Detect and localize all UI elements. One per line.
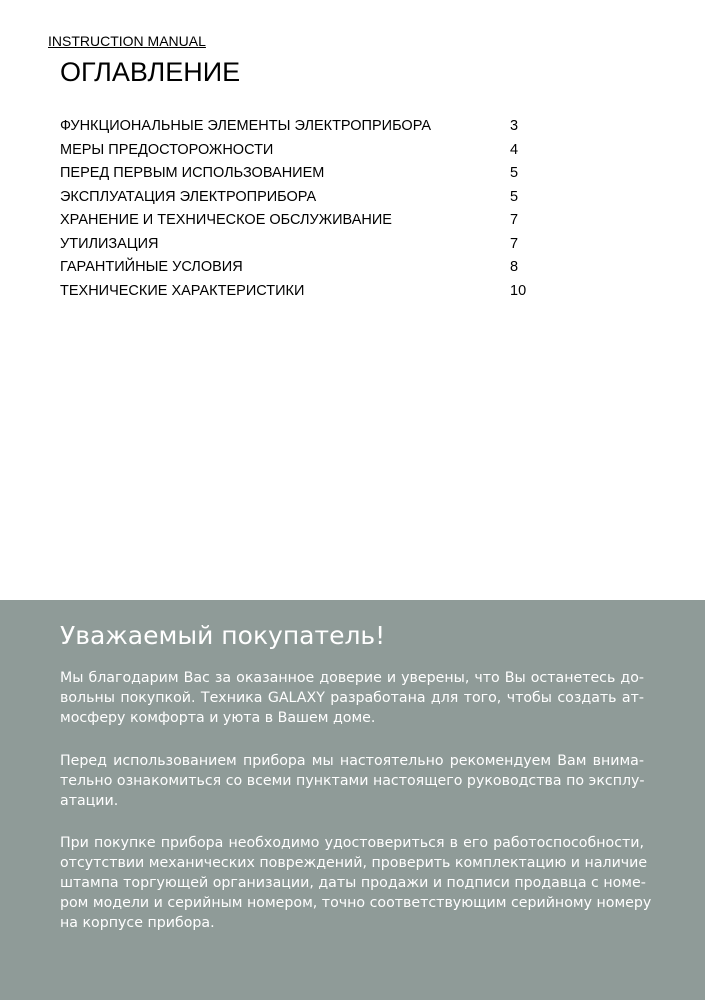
- toc-entry-title: ПЕРЕД ПЕРВЫМ ИСПОЛЬЗОВАНИЕМ: [60, 165, 325, 181]
- toc-entry: [60, 186, 540, 210]
- greeting-paragraph-recommendation: [60, 751, 644, 811]
- toc-entry-title: УТИЛИЗАЦИЯ: [60, 235, 159, 252]
- paragraph-line: Перед использованием прибора мы настоятельно рекомендуем Вам внима-: [60, 753, 644, 769]
- paragraph-line: Мы благодарим Вас за оказанное доверие и уверены, что Вы останетесь до-: [60, 670, 644, 686]
- customer-greeting-panel: [0, 600, 705, 1000]
- paragraph-line: отсутствии механических повреждений, проверить комплектацию и наличие: [60, 855, 648, 871]
- toc-entry-page: 5: [510, 165, 519, 181]
- paragraph-line: ром модели и серийным номером, точно соответствующим серийному номеру: [60, 895, 652, 911]
- toc-entry: [60, 209, 540, 233]
- toc-entry-title: МЕРЫ ПРЕДОСТОРОЖНОСТИ: [60, 141, 274, 158]
- toc-entry-page: 3: [510, 118, 519, 134]
- paragraph-line: на корпусе прибора.: [60, 915, 215, 931]
- toc-entry: [60, 115, 540, 139]
- paragraph-line: вольны покупкой. Техника GALAXY разработана для того, чтобы создать ат-: [60, 690, 644, 706]
- toc-entry-page: 7: [510, 235, 519, 252]
- toc-entry: [60, 256, 540, 280]
- toc-entry: [60, 233, 540, 257]
- greeting-paragraph-purchase-check: [60, 833, 652, 933]
- toc-entry-page: 10: [510, 282, 527, 299]
- toc-entry-page: 7: [510, 212, 519, 228]
- toc-entry-title: ТЕХНИЧЕСКИЕ ХАРАКТЕРИСТИКИ: [60, 282, 305, 299]
- toc-entry-page: 5: [510, 188, 519, 205]
- toc-entry-page: 4: [510, 141, 519, 158]
- greeting-paragraph-thanks: [60, 668, 644, 728]
- toc-entry: [60, 280, 540, 304]
- toc-entry-title: ХРАНЕНИЕ И ТЕХНИЧЕСКОЕ ОБСЛУЖИВАНИЕ: [60, 212, 392, 228]
- toc-entry-page: 8: [510, 259, 519, 275]
- greeting-title: Уважаемый покупатель!: [60, 621, 386, 650]
- toc-entry: [60, 162, 540, 186]
- toc-entry-title: ЭКСПЛУАТАЦИЯ ЭЛЕКТРОПРИБОРА: [60, 188, 317, 205]
- toc-entry: [60, 139, 540, 163]
- paragraph-line: тельно ознакомиться со всеми пунктами настоящего руководства по эксплу-: [60, 773, 645, 789]
- paragraph-line: атации.: [60, 793, 119, 809]
- toc-entry-title: ФУНКЦИОНАЛЬНЫЕ ЭЛЕМЕНТЫ ЭЛЕКТРОПРИБОРА: [60, 118, 432, 134]
- paragraph-line: штампа торгующей организации, даты продажи и подписи продавца с номе-: [60, 875, 646, 891]
- table-of-contents-title: ОГЛАВЛЕНИЕ: [60, 57, 241, 87]
- paragraph-line: При покупке прибора необходимо удостовериться в его работоспособности,: [60, 835, 644, 851]
- document-header-label: INSTRUCTION MANUAL: [48, 33, 206, 49]
- paragraph-line: мосферу комфорта и уюта в Вашем доме.: [60, 710, 376, 726]
- table-of-contents: [60, 115, 540, 303]
- toc-entry-title: ГАРАНТИЙНЫЕ УСЛОВИЯ: [60, 259, 243, 275]
